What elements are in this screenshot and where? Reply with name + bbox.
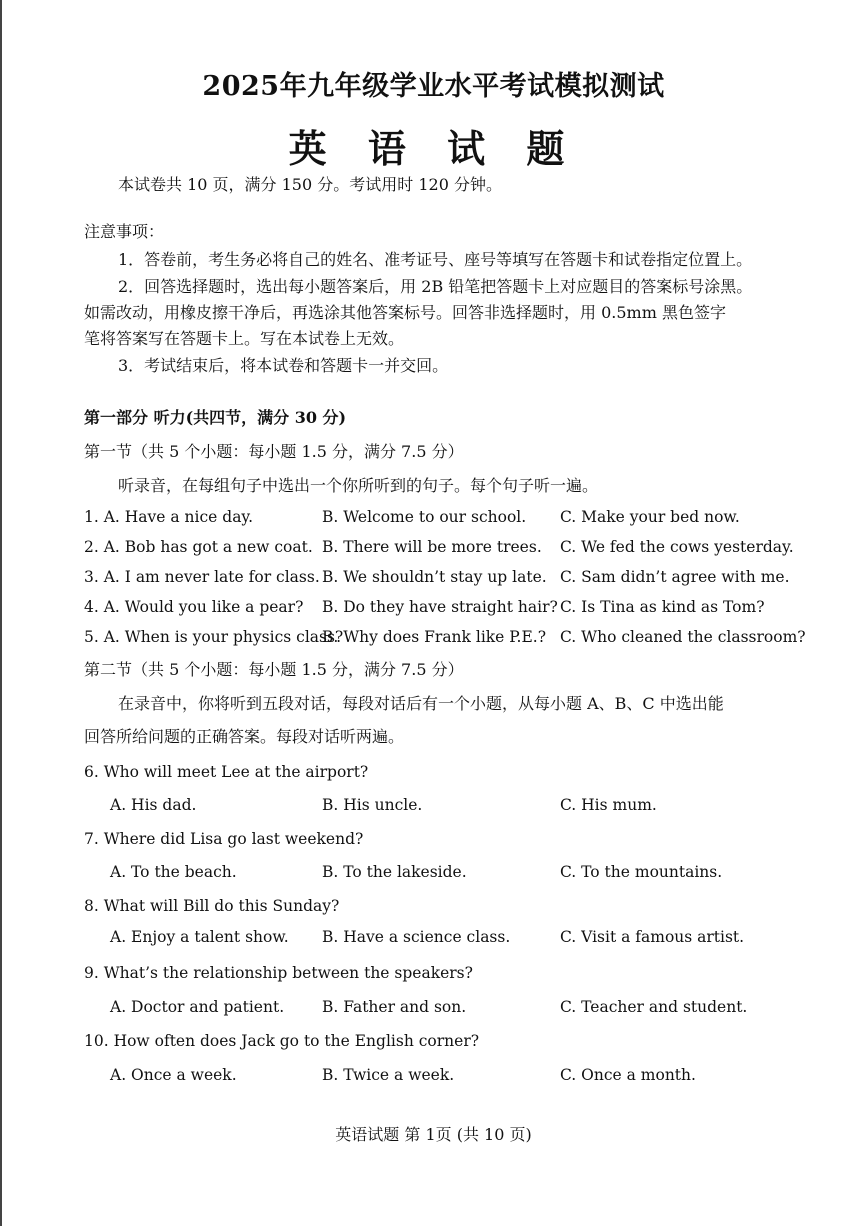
q6-option-b: B. His uncle. [322,796,423,814]
scan-edge [0,0,2,1226]
q8-stem: 8. What will Bill do this Sunday? [84,897,340,915]
q2-option-b: B. There will be more trees. [322,538,542,556]
q5-option-c: C. Who cleaned the classroom? [560,628,806,646]
q6-option-a: A. His dad. [110,796,197,814]
q10-option-c: C. Once a month. [560,1066,696,1084]
q1-option-b: B. Welcome to our school. [322,508,527,526]
q2-option-c: C. We fed the cows yesterday. [560,538,794,556]
q10-option-a: A. Once a week. [110,1066,237,1084]
section2-instruction: 在录音中，你将听到五段对话，每段对话后有一个小题，从每小题 A、B、C 中选出能 [118,694,724,713]
q3-option-a: 3. A. I am never late for class. [84,568,320,586]
page-footer: 英语试题 第 1页 (共 10 页) [335,1125,532,1144]
note-item: 1．答卷前，考生务必将自己的姓名、准考证号、座号等填写在答题卡和试卷指定位置上。 [118,250,753,269]
q1-option-c: C. Make your bed now. [560,508,740,526]
q2-option-a: 2. A. Bob has got a new coat. [84,538,313,556]
exam-intro: 本试卷共 10 页，满分 150 分。考试用时 120 分钟。 [118,175,502,194]
q8-option-a: A. Enjoy a talent show. [110,928,289,946]
q10-stem: 10. How often does Jack go to the English corner? [84,1032,480,1050]
q1-option-a: 1. A. Have a nice day. [84,508,254,526]
exam-subtitle: 英 语 试 题 [288,126,579,171]
note-item: 如需改动，用橡皮擦干净后，再选涂其他答案标号。回答非选择题时，用 0.5mm 黑色签字 [84,303,726,322]
q4-option-a: 4. A. Would you like a pear? [84,598,304,616]
q7-option-c: C. To the mountains. [560,863,723,881]
q7-option-b: B. To the lakeside. [322,863,467,881]
q3-option-b: B. We shouldn’t stay up late. [322,568,547,586]
q4-option-c: C. Is Tina as kind as Tom? [560,598,765,616]
q7-option-a: A. To the beach. [110,863,237,881]
section2-heading: 第二节（共 5 个小题：每小题 1.5 分，满分 7.5 分） [84,660,464,679]
q9-option-a: A. Doctor and patient. [110,998,285,1016]
part1-heading: 第一部分 听力(共四节，满分 30 分) [84,408,347,427]
note-item: 笔将答案写在答题卡上。写在本试卷上无效。 [84,329,405,348]
section2-instruction: 回答所给问题的正确答案。每段对话听两遍。 [84,727,405,746]
q5-option-a: 5. A. When is your physics class? [84,628,344,646]
q6-option-c: C. His mum. [560,796,657,814]
q9-option-b: B. Father and son. [322,998,467,1016]
q6-stem: 6. Who will meet Lee at the airport? [84,763,369,781]
q9-stem: 9. What’s the relationship between the speakers? [84,964,473,982]
q7-stem: 7. Where did Lisa go last weekend? [84,830,364,848]
q3-option-c: C. Sam didn’t agree with me. [560,568,790,586]
note-item: 3．考试结束后，将本试卷和答题卡一并交回。 [118,356,449,375]
q5-option-b: B. Why does Frank like P.E.? [322,628,547,646]
q10-option-b: B. Twice a week. [322,1066,455,1084]
section1-heading: 第一节（共 5 个小题：每小题 1.5 分，满分 7.5 分） [84,442,464,461]
q9-option-c: C. Teacher and student. [560,998,748,1016]
q8-option-b: B. Have a science class. [322,928,511,946]
exam-title: 2025年九年级学业水平考试模拟测试 [202,71,665,102]
section1-instruction: 听录音，在每组句子中选出一个你所听到的句子。每个句子听一遍。 [118,476,599,495]
q4-option-b: B. Do they have straight hair? [322,598,558,616]
note-item: 2．回答选择题时，选出每小题答案后，用 2B 铅笔把答题卡上对应题目的答案标号涂黑。 [118,277,753,296]
notes-heading: 注意事项： [84,222,165,241]
q8-option-c: C. Visit a famous artist. [560,928,745,946]
